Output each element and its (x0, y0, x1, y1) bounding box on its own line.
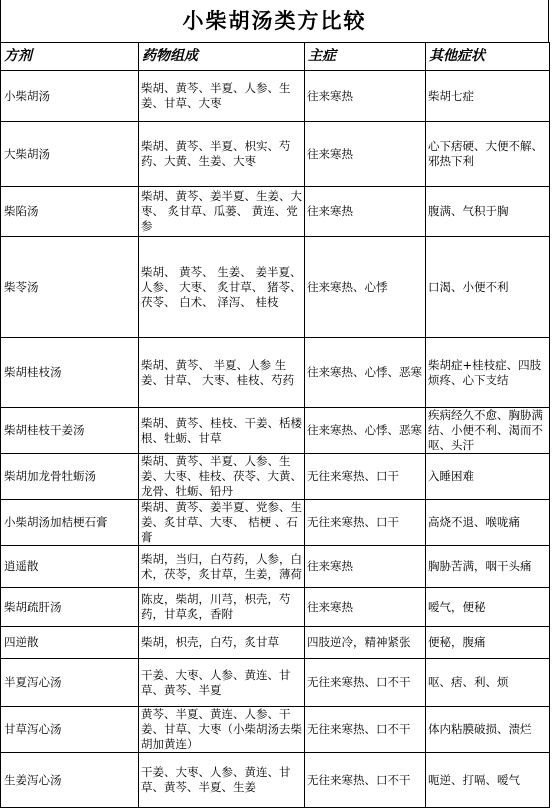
table-row (1, 753, 550, 808)
main-symptom-cell: 无往来寒热、口不干 (305, 753, 426, 808)
header-other-symptoms: 其他症状 (426, 43, 550, 71)
herbs-cell: 陈皮，柴胡，川芎，枳壳，芍药，甘草炙，香附 (139, 588, 305, 627)
table-row (1, 627, 550, 659)
formula-name-cell: 柴胡加龙骨牡蛎汤 (1, 454, 139, 500)
header-herbs: 药物组成 (139, 43, 305, 71)
other-symptoms-cell: 高烧不退、喉咙痛 (426, 500, 550, 546)
table-row (1, 187, 550, 237)
herbs-cell: 柴胡，当归，白芍药，人参，白术，茯苓，炙甘草，生姜，薄荷 (139, 546, 305, 588)
herbs-cell: 柴胡、黄芩、半夏、枳实、芍药、大黄、生姜、大枣 (139, 122, 305, 187)
table-row (1, 500, 550, 546)
table-row (1, 237, 550, 338)
main-symptom-cell: 无往来寒热、口干 (305, 500, 426, 546)
page-title: 小柴胡汤类方比较 (0, 0, 549, 42)
other-symptoms-cell: 入睡困难 (426, 454, 550, 500)
herbs-cell: 干姜、大枣、人参、黄连、甘草、黄芩、半夏、生姜 (139, 753, 305, 808)
formula-name-cell: 大柴胡汤 (1, 122, 139, 187)
main-symptom-cell: 四肢逆冷，精神紧张 (305, 627, 426, 659)
formula-name-cell: 甘草泻心汤 (1, 707, 139, 753)
table-row (1, 454, 550, 500)
herbs-cell: 柴胡、黄芩、半夏、人参、生姜、甘草、大枣 (139, 71, 305, 122)
herbs-cell: 柴胡、黄芩、 半夏、人参 生姜、甘草、 大枣、桂枝、芍药 (139, 338, 305, 408)
formula-name-cell: 生姜泻心汤 (1, 753, 139, 808)
herbs-cell: 黄芩、半夏、黄连、人参、干姜、甘草、大枣（小柴胡汤去柴胡加黄连） (139, 707, 305, 753)
main-symptom-cell: 往来寒热、心悸 (305, 237, 426, 338)
header-formula: 方剂 (1, 43, 139, 71)
table-row (1, 588, 550, 627)
other-symptoms-cell: 便秘，腹痛 (426, 627, 550, 659)
table-row (1, 408, 550, 454)
main-symptom-cell: 往来寒热 (305, 122, 426, 187)
herbs-cell: 柴胡、黄芩、姜半夏、党参、生姜、炙甘草、大枣、 桔梗 、石膏 (139, 500, 305, 546)
other-symptoms-cell: 疾病经久不愈、胸胁满结、小便不利、渴而不呕、头汗 (426, 408, 550, 454)
main-symptom-cell: 往来寒热 (305, 588, 426, 627)
herbs-cell: 柴胡、黄芩、半夏、人参、生姜、大枣、桂枝、茯苓、大黄、龙骨、牡蛎、铅丹 (139, 454, 305, 500)
herbs-cell: 柴胡、黄芩、姜半夏、生姜、大枣、 炙甘草、瓜蒌、 黄连、党参 (139, 187, 305, 237)
comparison-table (0, 42, 550, 808)
main-symptom-cell: 无往来寒热、口不干 (305, 707, 426, 753)
formula-name-cell: 柴陷汤 (1, 187, 139, 237)
herbs-cell: 干姜、大枣、人参、黄连、甘草、黄芩、半夏 (139, 659, 305, 707)
herbs-cell: 柴胡、黄芩、桂枝、干姜、栝楼根、牡蛎、甘草 (139, 408, 305, 454)
main-symptom-cell: 往来寒热、心悸、恶寒 (305, 338, 426, 408)
table-row (1, 338, 550, 408)
main-symptom-cell: 往来寒热 (305, 187, 426, 237)
table-header-row (1, 43, 550, 71)
herbs-cell: 柴胡，枳壳，白芍，炙甘草 (139, 627, 305, 659)
other-symptoms-cell: 呕、痞、利、烦 (426, 659, 550, 707)
formula-name-cell: 逍遥散 (1, 546, 139, 588)
header-main-symptom: 主症 (305, 43, 426, 71)
formula-name-cell: 小柴胡汤加桔梗石膏 (1, 500, 139, 546)
table-row (1, 71, 550, 122)
formula-name-cell: 小柴胡汤 (1, 71, 139, 122)
main-symptom-cell: 往来寒热 (305, 71, 426, 122)
main-symptom-cell: 无往来寒热、口干 (305, 454, 426, 500)
main-symptom-cell: 往来寒热、心悸、恶寒 (305, 408, 426, 454)
herbs-cell: 柴胡、 黄芩、 生姜、 姜半夏、 人参、 大枣、 炙甘草、 猪苓、 茯苓、 白术、 泽泻、 桂枝 (139, 237, 305, 338)
table-row (1, 707, 550, 753)
formula-name-cell: 柴胡桂枝汤 (1, 338, 139, 408)
formula-name-cell: 柴胡疏肝汤 (1, 588, 139, 627)
table-row (1, 659, 550, 707)
formula-name-cell: 柴苓汤 (1, 237, 139, 338)
other-symptoms-cell: 嗳气，便秘 (426, 588, 550, 627)
other-symptoms-cell: 体内粘膜破损、溃烂 (426, 707, 550, 753)
other-symptoms-cell: 心下痞硬、大便不解、邪热下利 (426, 122, 550, 187)
main-symptom-cell: 无往来寒热、口不干 (305, 659, 426, 707)
other-symptoms-cell: 柴胡症+桂枝症、四肢烦疼、心下支结 (426, 338, 550, 408)
other-symptoms-cell: 呃逆、打嗝、嗳气 (426, 753, 550, 808)
other-symptoms-cell: 胸胁苦满，咽干头痛 (426, 546, 550, 588)
formula-name-cell: 柴胡桂枝干姜汤 (1, 408, 139, 454)
other-symptoms-cell: 腹满、气积于胸 (426, 187, 550, 237)
other-symptoms-cell: 柴胡七症 (426, 71, 550, 122)
formula-name-cell: 半夏泻心汤 (1, 659, 139, 707)
table-row (1, 122, 550, 187)
formula-name-cell: 四逆散 (1, 627, 139, 659)
other-symptoms-cell: 口渴、小便不利 (426, 237, 550, 338)
main-symptom-cell: 往来寒热 (305, 546, 426, 588)
table-row (1, 546, 550, 588)
